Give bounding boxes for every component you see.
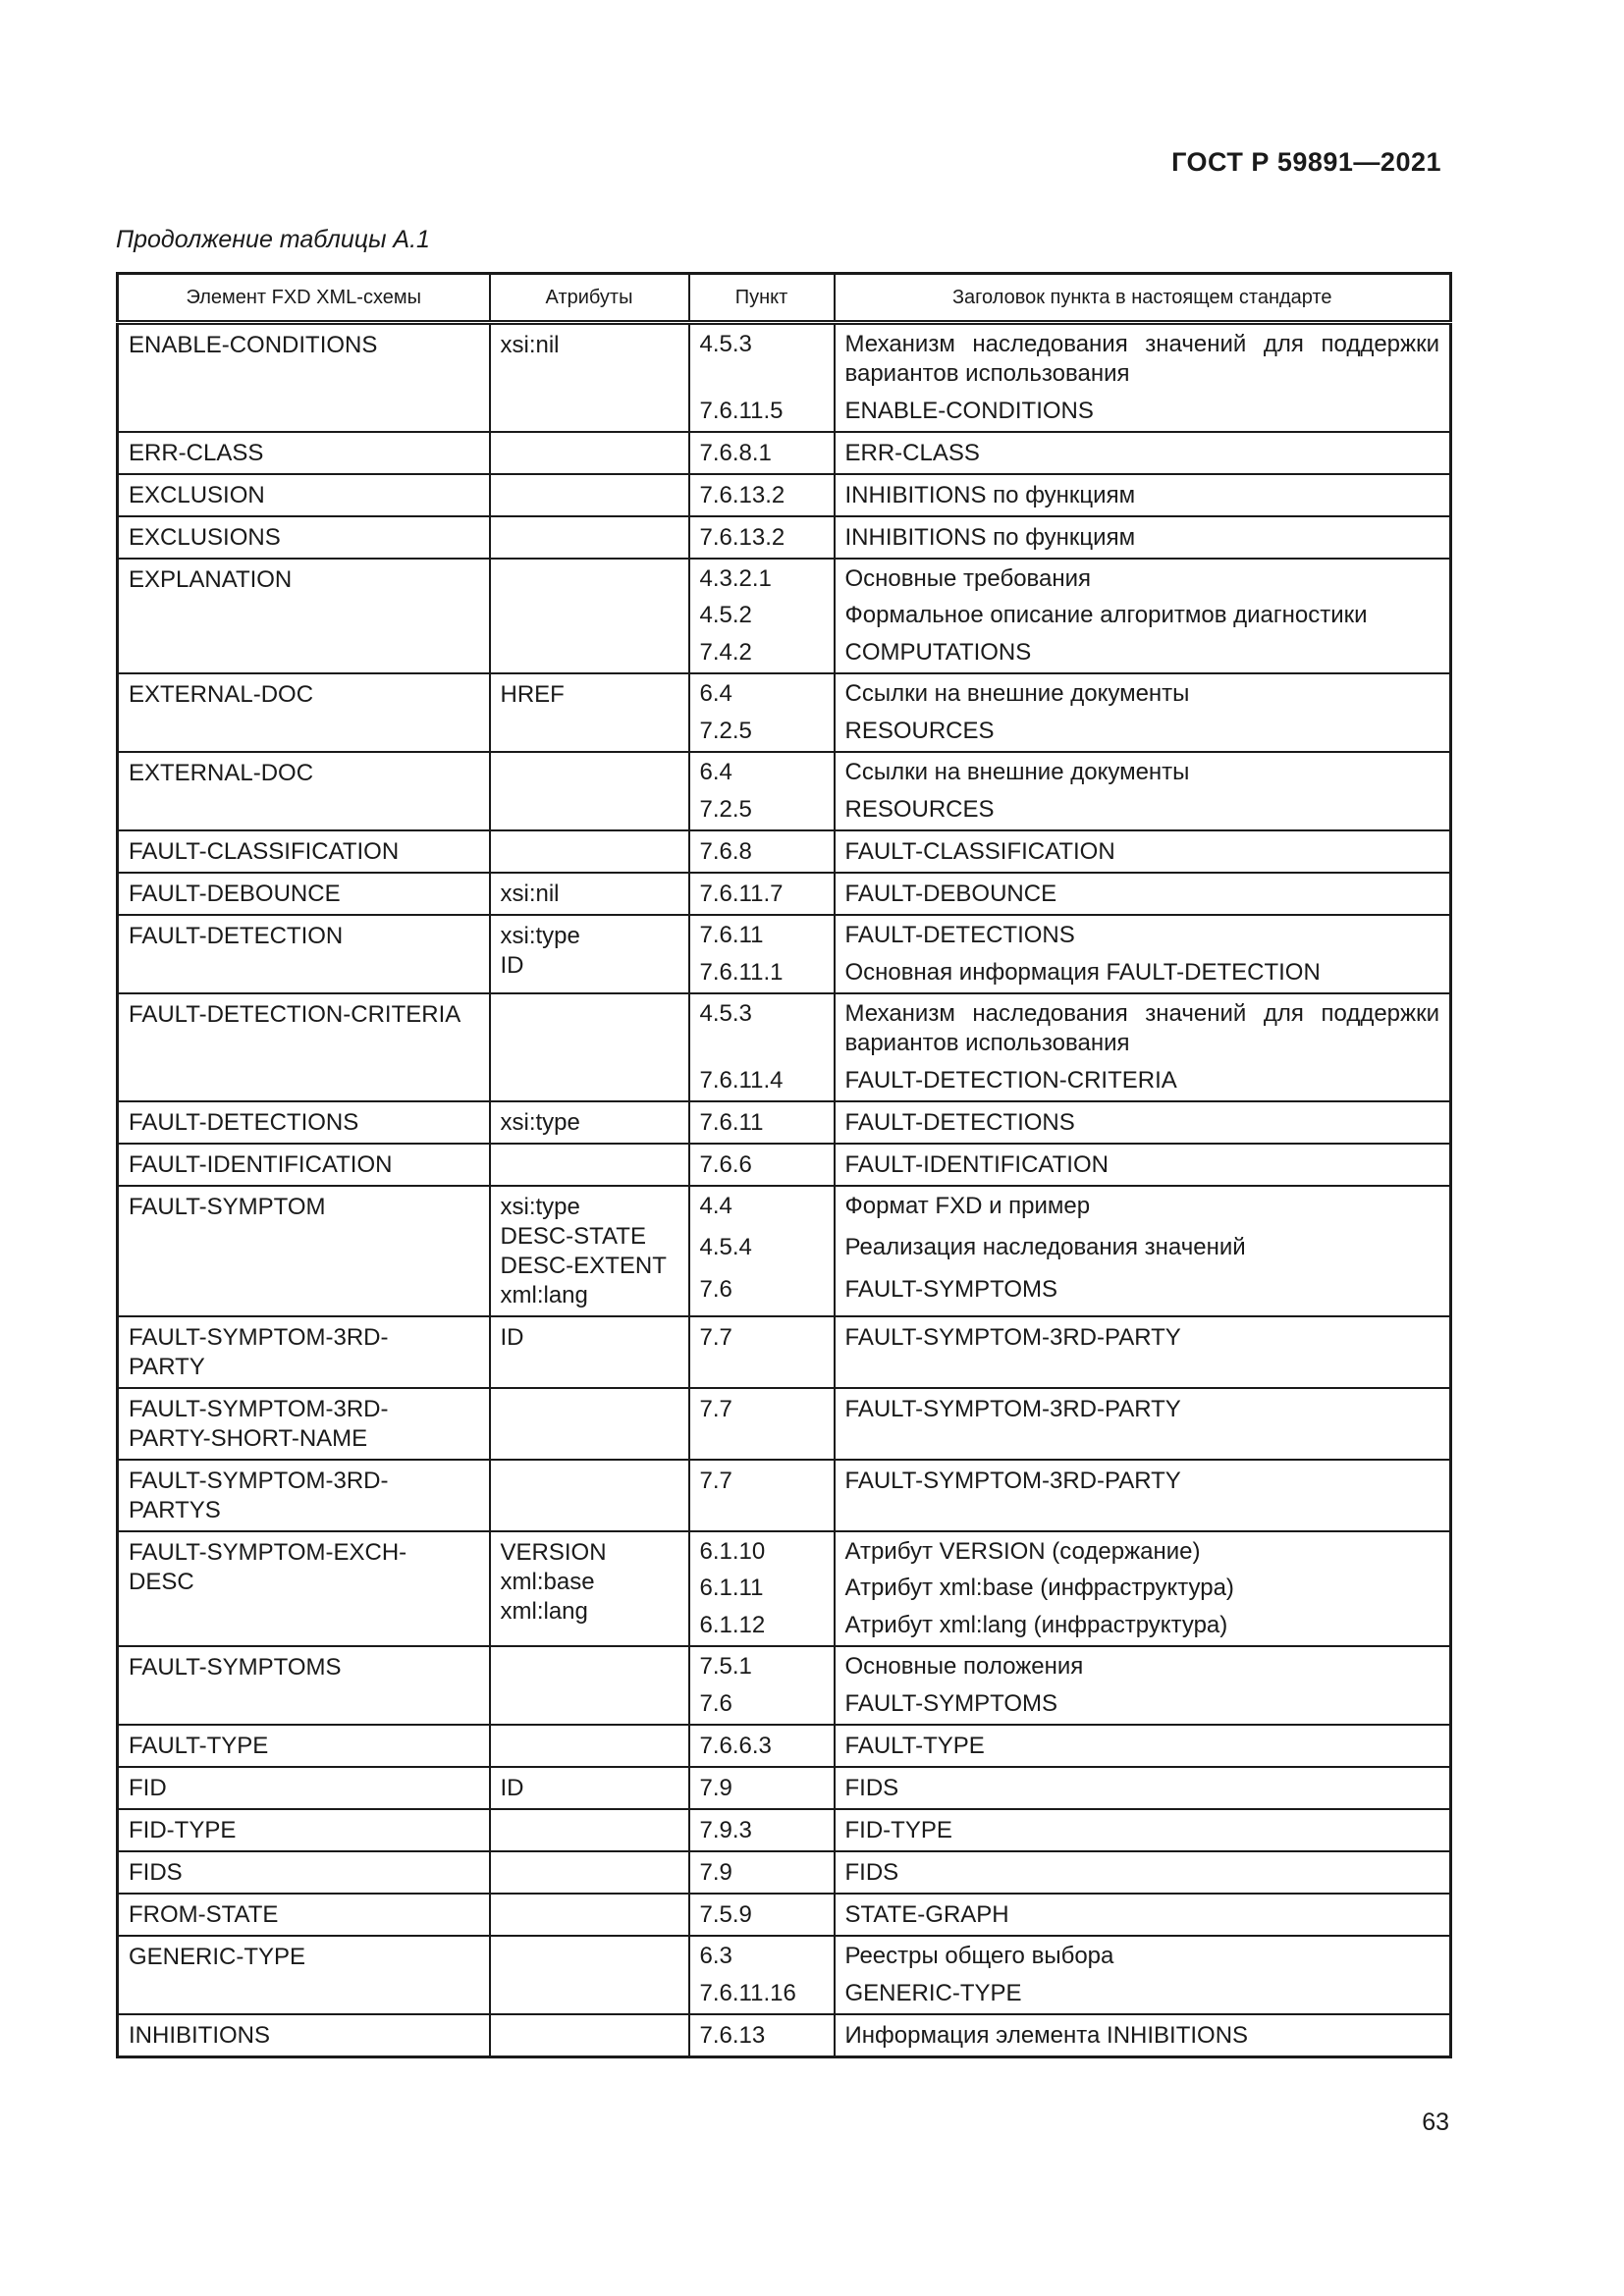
clause-cell: 6.1.11 — [689, 1569, 835, 1605]
header-row — [118, 274, 1451, 323]
clause-title-cell: GENERIC-TYPE — [835, 1973, 1451, 2014]
clause-title-cell: STATE-GRAPH — [835, 1894, 1451, 1936]
clause-cell: 6.1.10 — [689, 1531, 835, 1569]
element-cell: FID-TYPE — [118, 1809, 490, 1851]
clause-cell: 7.6.11.7 — [689, 873, 835, 915]
element-cell: FIDS — [118, 1851, 490, 1894]
table-row — [118, 1767, 1451, 1809]
clause-title-cell: Основная информация FAULT-DETECTION — [835, 952, 1451, 993]
clause-title-cell: Механизм наследования значений для поддержки вариантов использования — [835, 993, 1451, 1060]
table-row — [118, 432, 1451, 474]
table-row — [118, 915, 1451, 952]
clause-cell: 7.5.1 — [689, 1646, 835, 1683]
clause-title-cell: FIDS — [835, 1851, 1451, 1894]
attributes-cell: xsi:nil — [490, 873, 689, 915]
clause-title-cell: ERR-CLASS — [835, 432, 1451, 474]
table-container — [116, 272, 1449, 2058]
table-row — [118, 1460, 1451, 1531]
table-row — [118, 2014, 1451, 2057]
table-row — [118, 752, 1451, 789]
element-cell: FAULT-DETECTIONS — [118, 1101, 490, 1144]
attributes-cell — [490, 1809, 689, 1851]
clause-title-cell: FAULT-DEBOUNCE — [835, 873, 1451, 915]
clause-cell: 6.3 — [689, 1936, 835, 1973]
attributes-cell: HREF — [490, 673, 689, 752]
attributes-cell: ID — [490, 1767, 689, 1809]
clause-title-cell: FAULT-SYMPTOM-3RD-PARTY — [835, 1460, 1451, 1531]
clause-cell: 7.2.5 — [689, 711, 835, 752]
element-cell: FROM-STATE — [118, 1894, 490, 1936]
table-row — [118, 1936, 1451, 1973]
element-cell: FAULT-CLASSIFICATION — [118, 830, 490, 873]
clause-title-cell: Информация элемента INHIBITIONS — [835, 2014, 1451, 2057]
attributes-cell — [490, 1894, 689, 1936]
clause-title-cell: FID-TYPE — [835, 1809, 1451, 1851]
clause-cell: 4.4 — [689, 1186, 835, 1228]
table-row — [118, 323, 1451, 392]
table-row — [118, 1316, 1451, 1388]
clause-title-cell: Основные требования — [835, 559, 1451, 596]
element-cell: FAULT-SYMPTOM-3RD- PARTY — [118, 1316, 490, 1388]
clause-title-cell: Механизм наследования значений для поддержки вариантов использования — [835, 323, 1451, 392]
table-header — [118, 274, 1451, 323]
table-row — [118, 1646, 1451, 1683]
document-header: ГОСТ Р 59891—2021 — [1171, 147, 1441, 177]
table-row — [118, 873, 1451, 915]
attributes-cell — [490, 1725, 689, 1767]
element-cell: FAULT-TYPE — [118, 1725, 490, 1767]
clause-title-cell: Формальное описание алгоритмов диагностики — [835, 596, 1451, 632]
clause-title-cell: Ссылки на внешние документы — [835, 752, 1451, 789]
clause-cell: 7.6 — [689, 1269, 835, 1316]
attributes-cell — [490, 1144, 689, 1186]
element-cell: FAULT-DETECTION — [118, 915, 490, 993]
element-cell: EXTERNAL-DOC — [118, 752, 490, 830]
table-row — [118, 1388, 1451, 1460]
clause-title-cell: FAULT-DETECTION-CRITERIA — [835, 1060, 1451, 1101]
clause-cell: 7.6.13 — [689, 2014, 835, 2057]
attributes-cell — [490, 1646, 689, 1725]
column-header-clause: Пункт — [689, 274, 835, 323]
attributes-cell: ID — [490, 1316, 689, 1388]
clause-cell: 7.7 — [689, 1460, 835, 1531]
clause-title-cell: Основные положения — [835, 1646, 1451, 1683]
table-row — [118, 1894, 1451, 1936]
attributes-cell — [490, 516, 689, 559]
clause-title-cell: FAULT-TYPE — [835, 1725, 1451, 1767]
attributes-cell — [490, 474, 689, 516]
element-cell: FAULT-DETECTION-CRITERIA — [118, 993, 490, 1101]
element-cell: FID — [118, 1767, 490, 1809]
clause-title-cell: RESOURCES — [835, 711, 1451, 752]
clause-cell: 4.5.4 — [689, 1228, 835, 1269]
clause-cell: 7.9 — [689, 1851, 835, 1894]
table-row — [118, 1809, 1451, 1851]
clause-cell: 7.9.3 — [689, 1809, 835, 1851]
column-header-title: Заголовок пункта в настоящем стандарте — [835, 274, 1451, 323]
attributes-cell — [490, 2014, 689, 2057]
column-header-element: Элемент FXD XML-схемы — [118, 274, 490, 323]
clause-title-cell: ENABLE-CONDITIONS — [835, 391, 1451, 432]
clause-cell: 7.7 — [689, 1388, 835, 1460]
clause-title-cell: Реестры общего выбора — [835, 1936, 1451, 1973]
table-row — [118, 1725, 1451, 1767]
table-row — [118, 830, 1451, 873]
clause-title-cell: Атрибут VERSION (содержание) — [835, 1531, 1451, 1569]
clause-title-cell: Атрибут xml:base (инфраструктура) — [835, 1569, 1451, 1605]
clause-cell: 7.2.5 — [689, 789, 835, 830]
clause-title-cell: FAULT-SYMPTOM-3RD-PARTY — [835, 1388, 1451, 1460]
element-cell: FAULT-SYMPTOM-3RD- PARTY-SHORT-NAME — [118, 1388, 490, 1460]
element-cell: FAULT-SYMPTOM-EXCH- DESC — [118, 1531, 490, 1646]
element-cell: FAULT-IDENTIFICATION — [118, 1144, 490, 1186]
clause-cell: 4.5.3 — [689, 993, 835, 1060]
attributes-cell: xsi:nil — [490, 323, 689, 433]
element-cell: FAULT-SYMPTOMS — [118, 1646, 490, 1725]
element-cell: EXPLANATION — [118, 559, 490, 673]
table-row — [118, 673, 1451, 711]
attributes-cell — [490, 752, 689, 830]
element-cell: ERR-CLASS — [118, 432, 490, 474]
element-cell: ENABLE-CONDITIONS — [118, 323, 490, 433]
clause-cell: 7.6.13.2 — [689, 516, 835, 559]
clause-title-cell: Ссылки на внешние документы — [835, 673, 1451, 711]
table-row — [118, 1144, 1451, 1186]
element-cell: FAULT-DEBOUNCE — [118, 873, 490, 915]
table-row — [118, 516, 1451, 559]
element-cell: GENERIC-TYPE — [118, 1936, 490, 2014]
clause-title-cell: RESOURCES — [835, 789, 1451, 830]
clause-cell: 7.6.8.1 — [689, 432, 835, 474]
clause-title-cell: FAULT-SYMPTOM-3RD-PARTY — [835, 1316, 1451, 1388]
attributes-cell — [490, 1388, 689, 1460]
clause-title-cell: FAULT-SYMPTOMS — [835, 1683, 1451, 1725]
element-cell: FAULT-SYMPTOM-3RD- PARTYS — [118, 1460, 490, 1531]
table-row — [118, 993, 1451, 1060]
table-caption: Продолжение таблицы А.1 — [116, 226, 430, 253]
elements-table — [116, 272, 1452, 2058]
clause-cell: 7.6 — [689, 1683, 835, 1725]
attributes-cell: xsi:type ID — [490, 915, 689, 993]
clause-cell: 7.6.11.1 — [689, 952, 835, 993]
clause-title-cell: FAULT-CLASSIFICATION — [835, 830, 1451, 873]
table-body — [118, 323, 1451, 2057]
clause-title-cell: INHIBITIONS по функциям — [835, 516, 1451, 559]
attributes-cell — [490, 993, 689, 1101]
clause-cell: 7.9 — [689, 1767, 835, 1809]
clause-title-cell: FIDS — [835, 1767, 1451, 1809]
attributes-cell — [490, 1936, 689, 2014]
clause-cell: 4.5.3 — [689, 323, 835, 392]
attributes-cell — [490, 432, 689, 474]
clause-title-cell: Атрибут xml:lang (инфраструктура) — [835, 1605, 1451, 1646]
clause-cell: 7.6.11.5 — [689, 391, 835, 432]
clause-cell: 4.3.2.1 — [689, 559, 835, 596]
clause-cell: 7.6.11 — [689, 915, 835, 952]
clause-title-cell: FAULT-IDENTIFICATION — [835, 1144, 1451, 1186]
table-row — [118, 1851, 1451, 1894]
clause-cell: 6.4 — [689, 752, 835, 789]
clause-cell: 7.6.6 — [689, 1144, 835, 1186]
attributes-cell — [490, 559, 689, 673]
attributes-cell: VERSION xml:base xml:lang — [490, 1531, 689, 1646]
element-cell: EXCLUSIONS — [118, 516, 490, 559]
clause-title-cell: FAULT-DETECTIONS — [835, 1101, 1451, 1144]
clause-cell: 6.1.12 — [689, 1605, 835, 1646]
clause-title-cell: FAULT-DETECTIONS — [835, 915, 1451, 952]
element-cell: FAULT-SYMPTOM — [118, 1186, 490, 1316]
clause-cell: 7.6.8 — [689, 830, 835, 873]
clause-cell: 7.6.11 — [689, 1101, 835, 1144]
attributes-cell — [490, 1460, 689, 1531]
clause-title-cell: COMPUTATIONS — [835, 632, 1451, 673]
attributes-cell — [490, 830, 689, 873]
element-cell: INHIBITIONS — [118, 2014, 490, 2057]
element-cell: EXCLUSION — [118, 474, 490, 516]
clause-cell: 7.6.13.2 — [689, 474, 835, 516]
clause-cell: 7.5.9 — [689, 1894, 835, 1936]
clause-cell: 6.4 — [689, 673, 835, 711]
table-row — [118, 559, 1451, 596]
attributes-cell: xsi:type — [490, 1101, 689, 1144]
element-cell: EXTERNAL-DOC — [118, 673, 490, 752]
page-number: 63 — [1422, 2109, 1449, 2136]
clause-cell: 7.6.11.4 — [689, 1060, 835, 1101]
table-row — [118, 474, 1451, 516]
table-row — [118, 1101, 1451, 1144]
clause-cell: 7.7 — [689, 1316, 835, 1388]
attributes-cell — [490, 1851, 689, 1894]
clause-cell: 7.4.2 — [689, 632, 835, 673]
clause-title-cell: Формат FXD и пример — [835, 1186, 1451, 1228]
clause-cell: 7.6.11.16 — [689, 1973, 835, 2014]
clause-cell: 7.6.6.3 — [689, 1725, 835, 1767]
clause-cell: 4.5.2 — [689, 596, 835, 632]
clause-title-cell: Реализация наследования значений — [835, 1228, 1451, 1269]
table-row — [118, 1186, 1451, 1228]
column-header-attributes: Атрибуты — [490, 274, 689, 323]
table-row — [118, 1531, 1451, 1569]
clause-title-cell: INHIBITIONS по функциям — [835, 474, 1451, 516]
clause-title-cell: FAULT-SYMPTOMS — [835, 1269, 1451, 1316]
attributes-cell: xsi:type DESC-STATE DESC-EXTENT xml:lang — [490, 1186, 689, 1316]
